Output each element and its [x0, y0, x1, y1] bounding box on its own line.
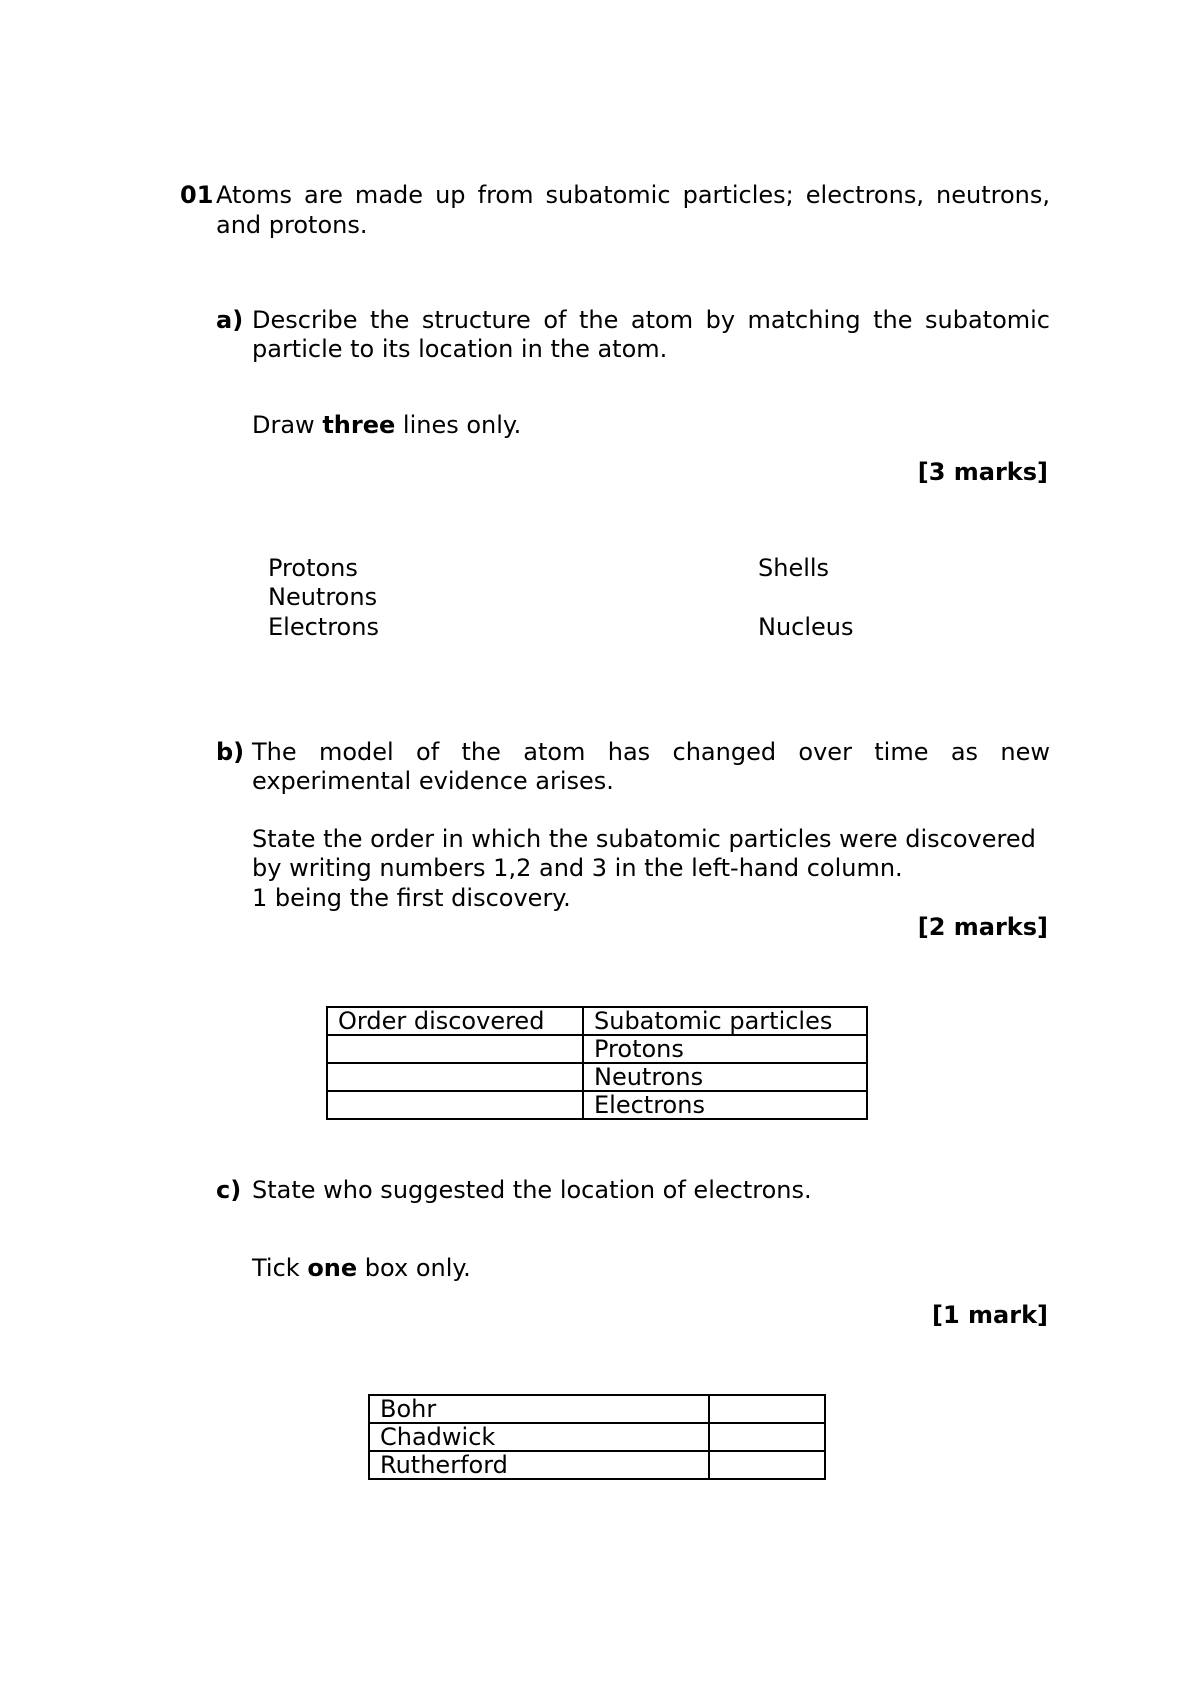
table-row: [327, 1063, 867, 1091]
particle-cell: Protons: [583, 1035, 867, 1063]
order-cell-protons[interactable]: [327, 1035, 583, 1063]
table-header-order: Order discovered: [327, 1007, 583, 1035]
location-nucleus: Nucleus: [758, 613, 854, 641]
part-c-instruction-bold: one: [307, 1254, 358, 1282]
part-c-instruction-pre: Tick: [252, 1254, 308, 1282]
question-intro-line2: and protons.: [216, 211, 368, 239]
part-c-instruction-post: box only.: [357, 1254, 471, 1282]
discovery-order-table: [326, 1006, 868, 1120]
part-b-instruction-line1: State the order in which the subatomic particles were discovered: [252, 825, 1036, 853]
particle-protons: Protons: [268, 554, 358, 582]
order-cell-neutrons[interactable]: [327, 1063, 583, 1091]
tick-box-bohr[interactable]: [709, 1395, 825, 1423]
part-b-line2: experimental evidence arises.: [252, 767, 614, 795]
tick-box-rutherford[interactable]: [709, 1451, 825, 1479]
table-row: [327, 1035, 867, 1063]
order-cell-electrons[interactable]: [327, 1091, 583, 1119]
part-a-instruction-pre: Draw: [252, 411, 323, 439]
part-a-instruction-post: lines only.: [395, 411, 522, 439]
option-rutherford: Rutherford: [369, 1451, 709, 1479]
part-b-label: b): [216, 738, 245, 766]
part-a-line2: particle to its location in the atom.: [252, 335, 668, 363]
part-a-instruction: [252, 410, 521, 440]
particle-neutrons: Neutrons: [268, 583, 378, 611]
part-a-instruction-bold: three: [322, 411, 396, 439]
part-c-marks: [1 mark]: [932, 1301, 1048, 1329]
option-bohr: Bohr: [369, 1395, 709, 1423]
part-c-label: c): [216, 1176, 242, 1204]
table-row: [327, 1091, 867, 1119]
scientist-tick-table: [368, 1394, 826, 1480]
table-header-particles: Subatomic particles: [583, 1007, 867, 1035]
table-header-row: [327, 1007, 867, 1035]
part-a-label: a): [216, 306, 244, 334]
part-b-instruction-line2: by writing numbers 1,2 and 3 in the left-hand column.: [252, 854, 903, 882]
part-a-line1: Describe the structure of the atom by matching the subatomic: [252, 306, 1050, 334]
table-row: [369, 1451, 825, 1479]
question-intro-line1: Atoms are made up from subatomic particles; electrons, neutrons,: [216, 181, 1050, 209]
particle-electrons: Electrons: [268, 613, 379, 641]
part-b-line1: The model of the atom has changed over time as new: [252, 738, 1050, 766]
table-row: [369, 1423, 825, 1451]
question-number: 01: [180, 181, 214, 209]
tick-box-chadwick[interactable]: [709, 1423, 825, 1451]
table-row: [369, 1395, 825, 1423]
particle-cell: Neutrons: [583, 1063, 867, 1091]
part-c-instruction: [252, 1253, 471, 1283]
part-b-instruction-line3: 1 being the first discovery.: [252, 884, 571, 912]
part-c-line1: State who suggested the location of electrons.: [252, 1176, 812, 1204]
part-a-marks: [3 marks]: [917, 458, 1048, 486]
part-b-marks: [2 marks]: [917, 913, 1048, 941]
particle-cell: Electrons: [583, 1091, 867, 1119]
location-shells: Shells: [758, 554, 830, 582]
option-chadwick: Chadwick: [369, 1423, 709, 1451]
